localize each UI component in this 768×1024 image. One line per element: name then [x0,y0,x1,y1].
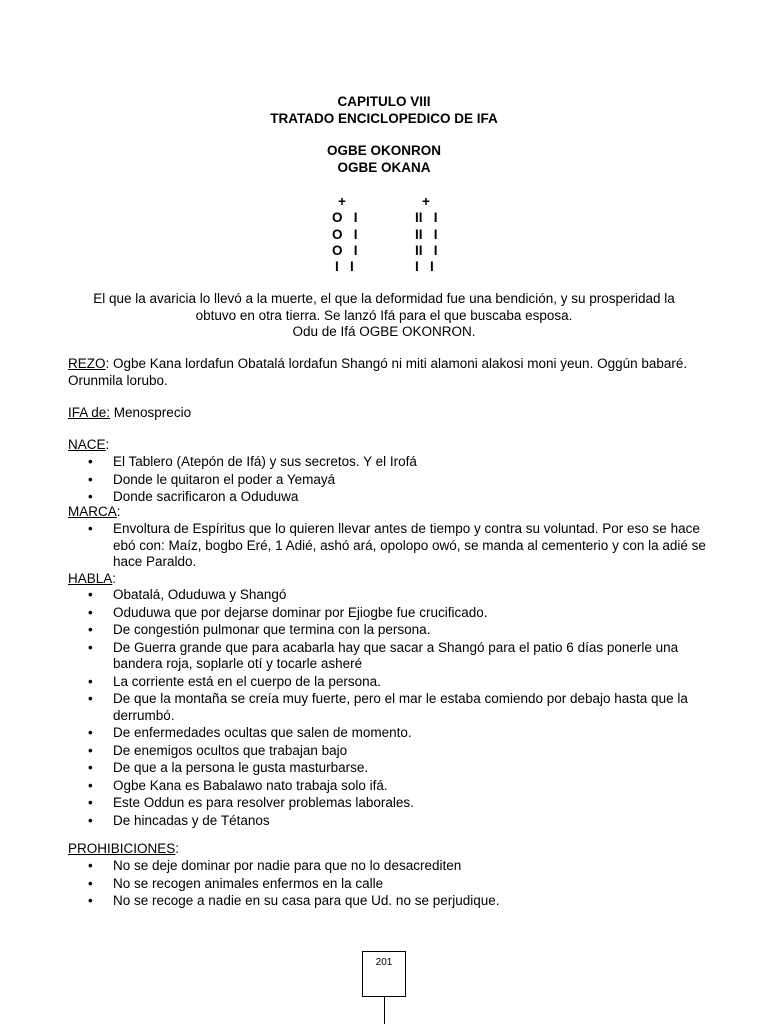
list-item: • Oduduwa que por dejarse dominar por Ejiogbe fue crucificado. [68,605,708,622]
list-item: • No se recoge a nadie en su casa para que Ud. no se perjudique. [68,893,708,910]
sign-right-row: II I [415,227,438,242]
page-number-box [362,951,406,997]
prohibiciones-list [68,858,708,911]
list-item: • No se deje dominar por nadie para que no lo desacrediten [68,858,708,875]
intro-line: El que la avaricia lo llevó a la muerte, el que la deformidad fue una bendición, y su prosperidad la [93,291,675,306]
sign-right-plus: + [422,194,430,209]
sign-right-row: II I [415,210,438,225]
sign-left-row: I I [335,259,354,274]
ifa-de-section [68,405,708,422]
list-item: • El Tablero (Atepón de Ifá) y sus secretos. Y el Irofá [68,454,708,471]
page-number: 201 [375,957,393,968]
rezo-section [68,356,708,389]
list-item: • Envoltura de Espíritus que lo quieren llevar antes de tiempo y contra su voluntad. Por eso se hace ebó con: Maíz, bogbo Eré, 1 Adié, ashó ará, opolopo owó, se manda al cementerio y con la adié se hace Paraldo. [68,521,708,571]
habla-heading: HABLA: [68,571,117,586]
ifa-de-text: Menosprecio [110,405,192,420]
nace-list [68,454,708,507]
list-item: • De que la montaña se creía muy fuerte, pero el mar le estaba comiendo por debajo hasta que la derrumbó. [68,691,708,724]
list-item: • No se recogen animales enfermos en la calle [68,876,708,893]
odu-name: OGBE OKONRON [326,143,441,158]
list-item: • Este Oddun es para resolver problemas laborales. [68,795,708,812]
marca-label: MARCA [68,504,117,519]
habla-list [68,587,708,830]
list-item: • Obatalá, Oduduwa y Shangó [68,587,708,604]
list-item: • Donde le quitaron el poder a Yemayá [68,472,708,489]
chapter-title: CAPITULO VIII [337,94,431,109]
marca-heading: MARCA: [68,504,121,519]
intro-line: Odu de Ifá OGBE OKONRON. [292,324,476,339]
sign-right-row: II I [415,243,438,258]
list-item: • De congestión pulmonar que termina con la persona. [68,622,708,639]
habla-label: HABLA [68,571,113,586]
sign-left-row: O I [332,227,358,242]
nace-heading: NACE: [68,437,110,452]
marca-list [68,521,708,572]
intro-line: obtuvo en otra tierra. Se lanzó Ifá para el que buscaba esposa. [195,307,573,323]
sign-left-plus: + [338,194,346,209]
sign-left-row: O I [332,210,358,225]
intro-paragraph [0,291,768,341]
rezo-text: : Ogbe Kana lordafun Obatalá lordafun Shangó ni miti alamoni alakosi moni yeun. Oggún babaré. Orunmila lorubo. [68,356,688,388]
nace-label: NACE [68,437,106,452]
sign-right-row: I I [415,259,434,274]
prohibiciones-heading: PROHIBICIONES: [68,841,180,856]
list-item: • De enfermedades ocultas que salen de momento. [68,725,708,742]
list-item: • La corriente está en el cuerpo de la persona. [68,674,708,691]
list-item: • Donde sacrificaron a Oduduwa [68,489,708,506]
page-number-connector-line [384,996,385,1024]
rezo-label: REZO [68,356,106,371]
list-item: • De hincadas y de Tétanos [68,813,708,830]
list-item: • De que a la persona le gusta masturbarse. [68,760,708,777]
sign-left-row: O I [332,243,358,258]
list-item: • De Guerra grande que para acabarla hay que sacar a Shangó para el patio 6 días ponerle una bandera roja, soplarle otí y tocarle asheré [68,640,708,673]
odu-alias: OGBE OKANA [337,160,431,175]
prohibiciones-label: PROHIBICIONES [68,841,176,856]
list-item: • De enemigos ocultos que trabajan bajo [68,743,708,760]
book-title: TRATADO ENCICLOPEDICO DE IFA [270,111,498,126]
ifa-de-label: IFA de: [68,405,111,420]
list-item: • Ogbe Kana es Babalawo nato trabaja solo ifá. [68,778,708,795]
